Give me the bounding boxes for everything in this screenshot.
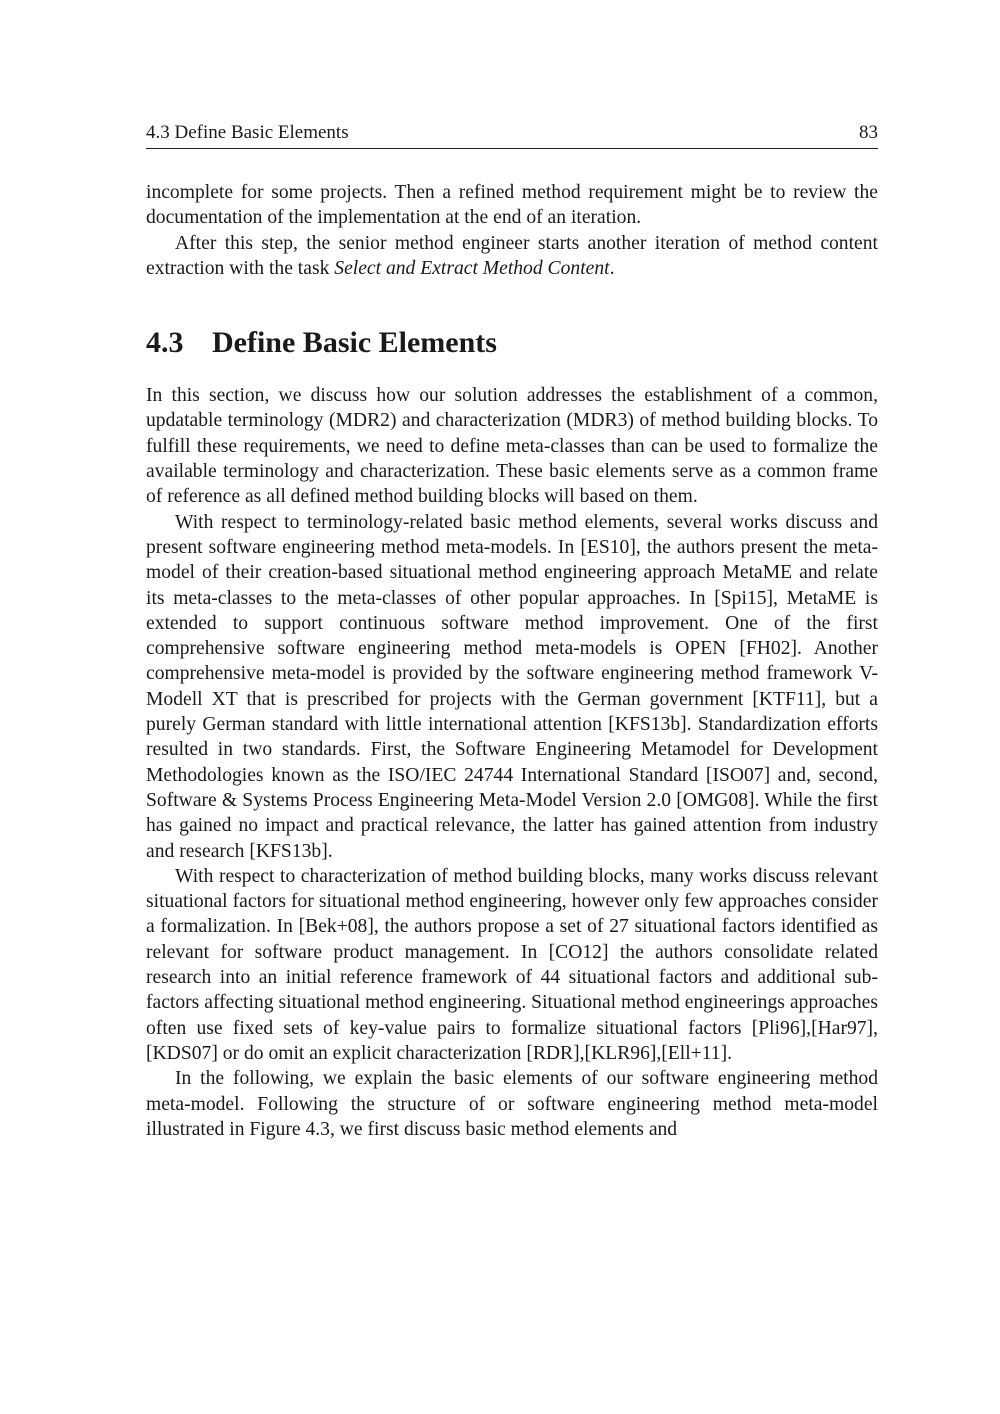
intro-paragraph-1: incomplete for some projects. Then a refined method requirement might be to review the documentation of the implementation at the end of an iteration. bbox=[146, 182, 878, 229]
page-content bbox=[146, 180, 878, 1142]
body-paragraph-3: With respect to characterization of method building blocks, many works discuss relevant situational factors for situational method engineering, however only few approaches consider a formalization. In [Bek+08], the authors propose a set of 27 situational factors identified as relevant for software product management. In [CO12] the authors consolidate related research into an initial reference framework of 44 situational factors and additional sub-factors affecting situational method engineering. Situational method engineerings approaches often use fixed sets of key-value pairs to formalize situational factors [Pli96],[Har97],[KDS07] or do omit an explicit characterization [RDR],[KLR96],[Ell+11]. bbox=[146, 865, 878, 1064]
intro-paragraph-2-text: After this step, the senior method engineer starts another iteration of method content extraction with the task bbox=[146, 232, 878, 279]
section-title: Define Basic Elements bbox=[212, 326, 497, 360]
body-paragraph-2: With respect to terminology-related basic method elements, several works discuss and present software engineering method meta-models. In [ES10], the authors present the meta-model of their creation-based situational method engineering approach MetaME and relate its meta-classes to the meta-classes of other popular approaches. In [Spi15], MetaME is extended to support continuous software method improvement. One of the first comprehensive software engineering method meta-models is OPEN [FH02]. Another comprehensive meta-model is provided by the software engineering method framework V-Modell XT that is prescribed for projects with the German government [KTF11], but a purely German standard with little international attention [KFS13b]. Standardization efforts resulted in two standards. First, the Software Engineering Metamodel for Development Methodologies known as the ISO/IEC 24744 International Standard [ISO07] and, second, Software & Systems Process Engineering Meta-Model Version 2.0 [OMG08]. While the first has gained no impact and practical relevance, the latter has gained attention from industry and research [KFS13b]. bbox=[146, 511, 878, 862]
intro-paragraph-2 bbox=[146, 231, 878, 282]
page-number: 83 bbox=[859, 122, 878, 143]
task-name: Select and Extract Method Content bbox=[334, 257, 610, 279]
section-number: 4.3 bbox=[146, 326, 184, 360]
running-title: 4.3 Define Basic Elements bbox=[146, 122, 349, 143]
body-paragraph-1: In this section, we discuss how our solution addresses the establishment of a common, updatable terminology (MDR2) and characterization (MDR3) of method building blocks. To fulfill these requirements, we need to define meta-classes than can be used to formalize the available terminology and characterization. These basic elements serve as a common frame of reference as all defined method building blocks will based on them. bbox=[146, 385, 878, 508]
running-header bbox=[146, 122, 878, 149]
intro-paragraph-2-end: . bbox=[609, 257, 615, 279]
body-paragraph-4: In the following, we explain the basic elements of our software engineering method meta-model. Following the structure of or software engineering method meta-model illustrated in Figure 4.3, we first discuss basic method elements and bbox=[146, 1068, 878, 1140]
section-heading bbox=[146, 324, 878, 362]
